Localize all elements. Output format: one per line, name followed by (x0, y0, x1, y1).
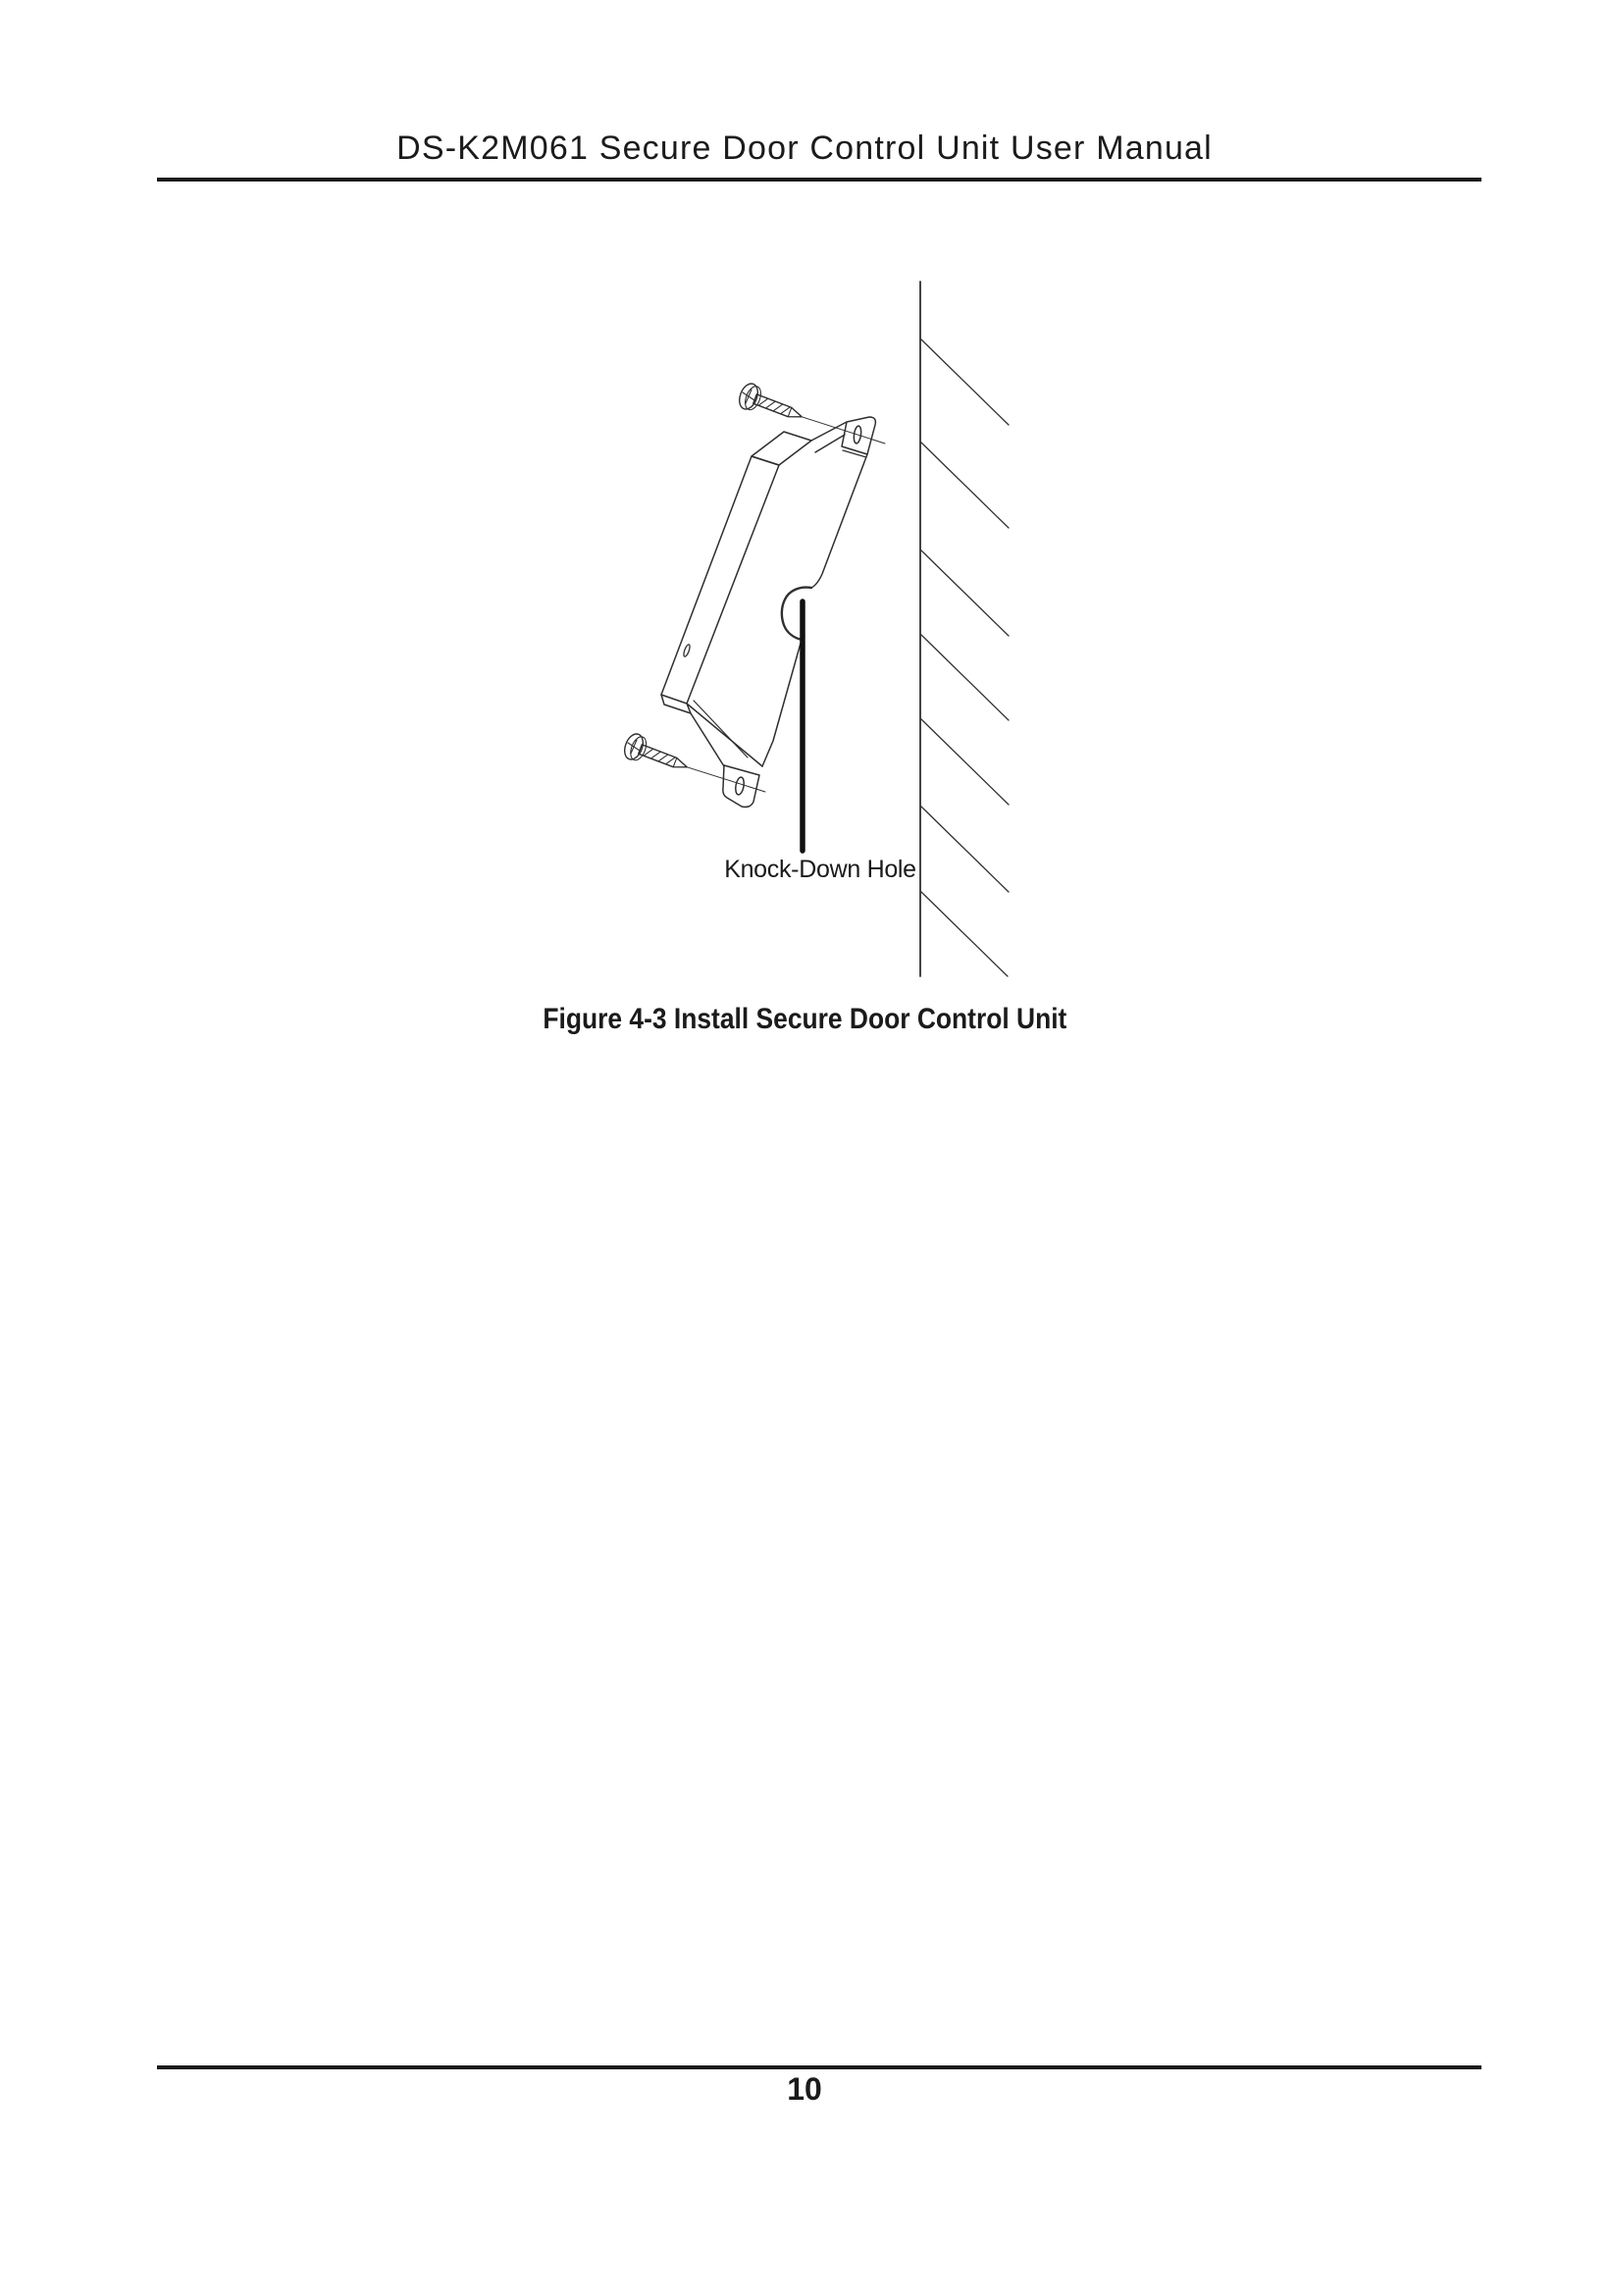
page-number: 10 (787, 2071, 822, 2107)
figure-caption-text: Figure 4-3 Install Secure Door Control Unit (543, 1003, 1066, 1035)
figure-caption (0, 1003, 1609, 1036)
screw-axis-line (687, 767, 765, 792)
phillips-cross (628, 740, 640, 754)
control-unit-body (661, 432, 811, 766)
footer-rule (157, 2065, 1481, 2069)
top-screw (736, 381, 885, 444)
front-slot (683, 644, 692, 657)
phillips-cross (743, 390, 754, 403)
top-tab-hole (853, 426, 861, 444)
screw-threads (759, 399, 790, 414)
wall-line (920, 282, 1009, 976)
bottom-screw (621, 731, 765, 792)
top-mounting-tab (811, 417, 875, 457)
bottom-tab-hole (734, 776, 745, 795)
page-header-title: DS-K2M061 Secure Door Control Unit User Manual (396, 130, 1213, 167)
wall-hatching (921, 339, 1009, 976)
bottom-mounting-tab (723, 765, 759, 807)
screw-threads (645, 750, 675, 764)
knock-down-hole-clip (782, 588, 811, 640)
backplate-edge (762, 454, 867, 766)
header-rule (157, 178, 1481, 182)
screw-axis-line (802, 417, 885, 444)
knock-down-hole-label: Knock-Down Hole (724, 856, 916, 883)
